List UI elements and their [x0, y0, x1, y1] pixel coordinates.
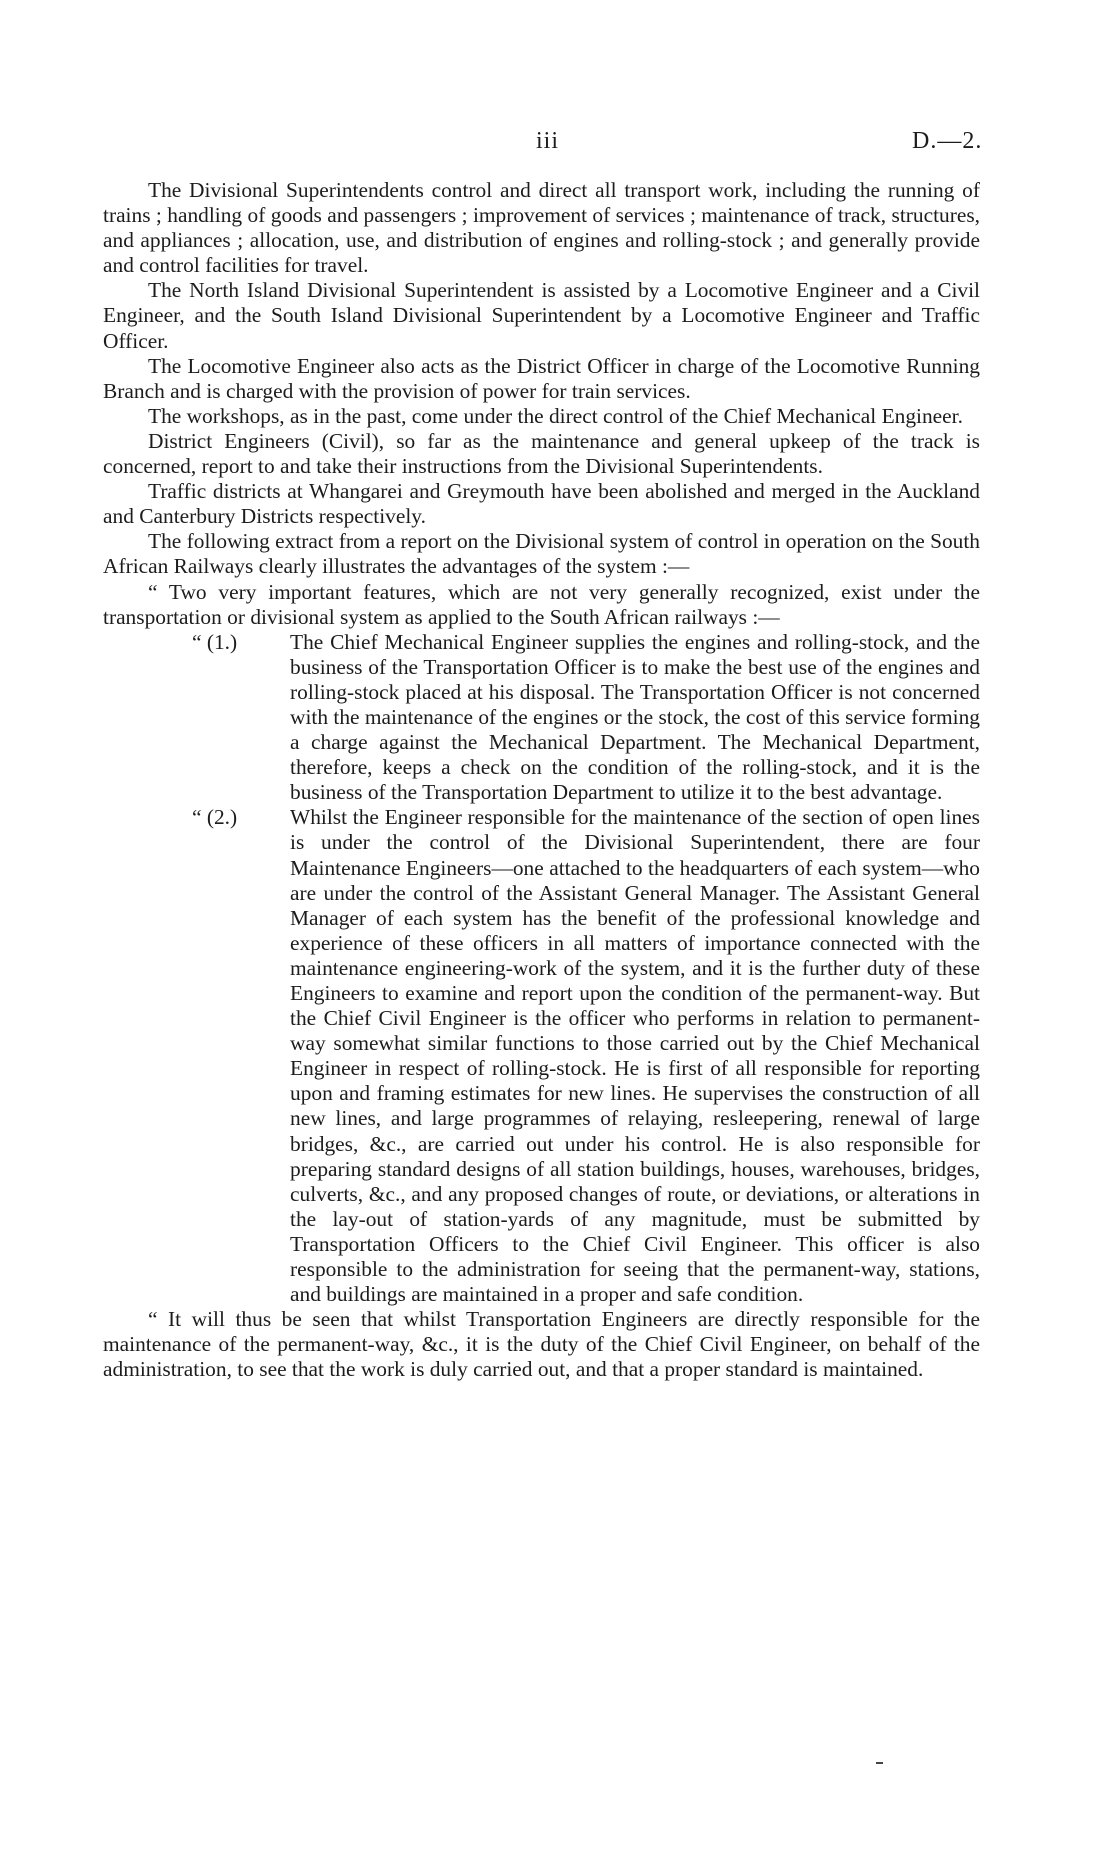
scan-speck	[876, 1762, 883, 1764]
list-item-text: The Chief Mechanical Engineer supplies the engines and rolling-stock, and the business of the Transportation Officer is to make the best use of the engines and rolling-stock placed at his disposal. The Transportation Officer is not concerned with the maintenance of the engines or the stock, the cost of this service forming a charge against the Mechanical Department. The Mechanical Department, therefore, keeps a check on the condition of the rolling-stock, and it is the business of the Transportation Department to utilize it to the best advantage.	[290, 629, 980, 805]
paragraph-north-island: The North Island Divisional Superintendent is assisted by a Locomotive Engineer and a Civil Engineer, and the South Island Divisional Superintendent by a Locomotive Engineer and Traffic Officer.	[103, 278, 980, 353]
list-item-2	[103, 805, 980, 1307]
list-item-label: “ (2.)	[192, 805, 238, 830]
paragraph-following-extract: The following extract from a report on the Divisional system of control in operation on the South African Railways clearly illustrates the advantages of the system :—	[103, 529, 980, 579]
document-reference: D.—2.	[912, 128, 983, 154]
list-item-label: “ (1.)	[192, 629, 238, 654]
list-item-text: Whilst the Engineer responsible for the maintenance of the section of open lines is under the control of the Divisional Superintendent, there are four Maintenance Engineers—one attached to the headquarters of each system—who are under the control of the Assistant General Manager. The Assistant General Manager of each system has the benefit of the professional knowledge and experience of these officers in all matters of importance connected with the maintenance engineering-work of the system, and it is the further duty of these Engineers to examine and report upon the condition of the permanent-way. But the Chief Civil Engineer is the officer who performs in relation to permanent-way somewhat similar functions to those carried out by the Chief Mechanical Engineer in respect of rolling-stock. He is first of all responsible for reporting upon and framing estimates for new lines. He supervises the construction of all new lines, and large programmes of relaying, resleepering, renewal of large bridges, &c., are carried out under his control. He is also responsible for preparing standard designs of all station buildings, houses, warehouses, bridges, culverts, &c., and any proposed changes of route, or deviations, or alterations in the lay-out of station-yards of any magnitude, must be submitted by Transportation Officers to the Chief Civil Engineer. This officer is also responsible to the administration for seeing that the permanent-way, stations, and buildings are maintained in a proper and safe condition.	[290, 805, 980, 1307]
paragraph-divisional-superintendents: The Divisional Superintendents control and direct all transport work, including the running of trains ; handling of goods and passengers ; improvement of services ; maintenance of track, structures, and appliances ; allocation, use, and distribution of engines and rolling-stock ; and generally provide and control facilities for travel.	[103, 178, 980, 278]
paragraph-workshops: The workshops, as in the past, come under the direct control of the Chief Mechanical Engineer.	[148, 403, 963, 428]
page-number: iii	[536, 128, 560, 154]
paragraph-district-engineers: District Engineers (Civil), so far as the maintenance and general upkeep of the track is concerned, report to and take their instructions from the Divisional Superintendents.	[103, 428, 980, 479]
paragraph-two-features: “ Two very important features, which are not very generally recognized, exist under the transportation or divisional system as applied to the South African railways :—	[103, 579, 980, 629]
paragraph-locomotive-engineer: The Locomotive Engineer also acts as the District Officer in charge of the Locomotive Running Branch and is charged with the provision of power for train services.	[103, 353, 980, 403]
paragraph-traffic-districts: Traffic districts at Whangarei and Greymouth have been abolished and merged in the Auckland and Canterbury Districts respectively.	[103, 479, 980, 529]
closing-paragraph: “ It will thus be seen that whilst Transportation Engineers are directly responsible for the maintenance of the permanent-way, &c., it is the duty of the Chief Civil Engineer, on behalf of the administration, to see that the work is duly carried out, and that a proper standard is maintained.	[103, 1307, 980, 1382]
body-text	[103, 178, 980, 1383]
list-item-1	[103, 630, 980, 806]
